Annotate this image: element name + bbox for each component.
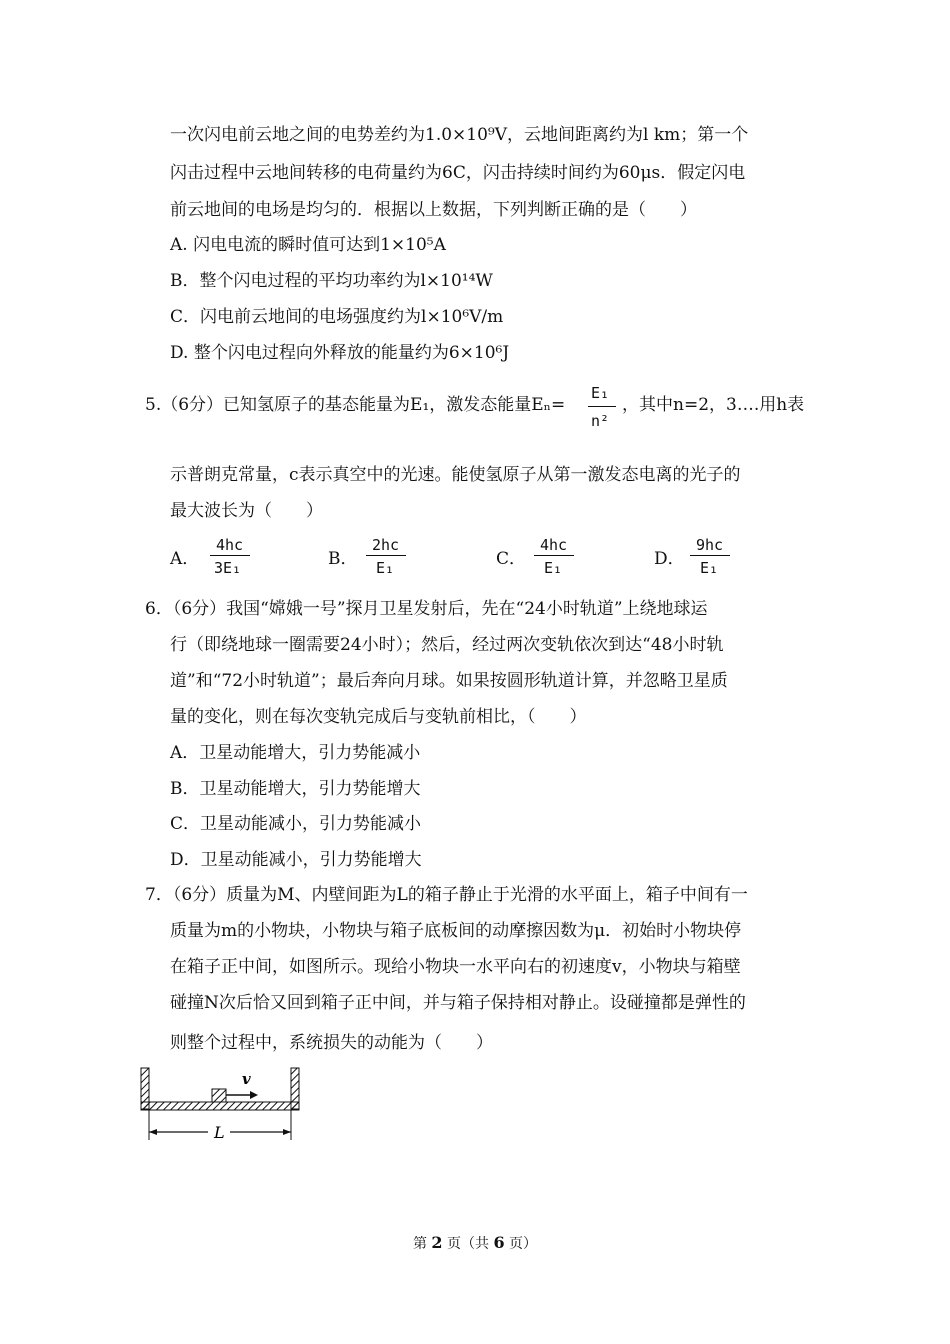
q7-line-3: 在箱子正中间，如图所示。现给小物块一水平向右的初速度v，小物块与箱壁: [170, 957, 741, 977]
length-arrowhead-left: [149, 1129, 157, 1135]
q4-option-c: C．闪电前云地间的电场强度约为l×10⁶V/m: [170, 307, 504, 327]
q5-option-c-numerator: 4hc: [540, 536, 568, 554]
footer-prefix: 第: [412, 1236, 432, 1252]
q5-option-a-fraction: [210, 536, 252, 582]
q6-option-c: C．卫星动能减小，引力势能减小: [170, 814, 422, 834]
q5-option-b-label: B．: [328, 549, 358, 569]
footer-page-number: 2: [431, 1233, 443, 1252]
q5-fraction-denominator: n²: [591, 412, 610, 430]
q5-option-d-numerator: 9hc: [696, 536, 724, 554]
box-figure: [138, 1064, 306, 1144]
box-floor: [141, 1102, 299, 1110]
q5-line-2: 示普朗克常量，c表示真空中的光速。能使氢原子从第一激发态电离的光子的: [170, 465, 741, 485]
velocity-label: v: [242, 1070, 251, 1088]
fraction-bar: [588, 406, 616, 407]
q6-line-2: 行（即绕地球一圈需要24小时）；然后，经过两次变轨依次到达“48小时轨: [170, 635, 724, 655]
q5-option-a-label: A．: [170, 549, 200, 569]
q4-line-3: 前云地间的电场是均匀的．根据以上数据，下列判断正确的是（ ）: [170, 200, 697, 220]
footer-total-pages: 6: [493, 1233, 505, 1252]
q4-line-1: 一次闪电前云地之间的电势差约为1.0×10⁹V，云地间距离约为l km；第一个: [170, 125, 749, 145]
q5-option-d-label: D．: [654, 549, 685, 569]
q4-option-b: B．整个闪电过程的平均功率约为l×10¹⁴W: [170, 271, 493, 291]
q7-line-2: 质量为m的小物块，小物块与箱子底板间的动摩擦因数为μ．初始时小物块停: [170, 921, 742, 941]
q4-option-a: A. 闪电电流的瞬时值可达到1×10⁵A: [170, 235, 446, 255]
q4-line-2: 闪击过程中云地间转移的电荷量约为6C，闪击持续时间约为60μs．假定闪电: [170, 163, 746, 183]
q5-stem-suffix: ，其中n=2，3….用h表: [622, 395, 805, 415]
q5-option-b-numerator: 2hc: [372, 536, 400, 554]
small-block: [212, 1089, 226, 1102]
q6-option-d: D．卫星动能减小，引力势能增大: [170, 850, 422, 870]
q5-option-c-fraction: [534, 536, 576, 582]
q6-line-4: 量的变化，则在每次变轨完成后与变轨前相比，（ ）: [170, 707, 587, 727]
q4-option-d: D. 整个闪电过程向外释放的能量约为6×10⁶J: [170, 343, 510, 363]
q5-fraction-numerator: E₁: [591, 384, 610, 402]
footer-suffix: 页）: [504, 1236, 538, 1252]
q5-option-d-denominator: E₁: [700, 559, 719, 577]
fraction-bar: [534, 555, 574, 556]
velocity-arrowhead: [250, 1091, 258, 1099]
q5-option-a-denominator: 3E₁: [214, 559, 242, 577]
page-footer: [0, 1233, 950, 1253]
q5-option-b-denominator: E₁: [376, 559, 395, 577]
q5-option-c-label: C．: [496, 549, 527, 569]
fraction-bar: [366, 555, 406, 556]
q5-option-b-fraction: [366, 536, 408, 582]
fraction-bar: [690, 555, 730, 556]
q6-line-3: 道”和“72小时轨道”；最后奔向月球。如果按圆形轨道计算，并忽略卫星质: [170, 671, 728, 691]
q5-energy-fraction: [588, 384, 618, 442]
q6-option-b: B．卫星动能增大，引力势能增大: [170, 779, 421, 799]
q7-line-1: 7．（6分）质量为M、内壁间距为L的箱子静止于光滑的水平面上，箱子中间有一: [145, 885, 748, 905]
q7-line-5: 则整个过程中，系统损失的动能为（ ）: [170, 1033, 493, 1053]
q5-option-c-denominator: E₁: [544, 559, 563, 577]
length-arrowhead-right: [283, 1129, 291, 1135]
footer-middle: 页（共: [442, 1236, 494, 1252]
q7-line-4: 碰撞N次后恰又回到箱子正中间，并与箱子保持相对静止。设碰撞都是弹性的: [170, 993, 746, 1013]
q5-line-3: 最大波长为（ ）: [170, 501, 323, 521]
length-label: L: [214, 1123, 225, 1142]
fraction-bar: [210, 555, 250, 556]
q6-line-1: 6．（6分）我国“嫦娥一号”探月卫星发射后，先在“24小时轨道”上绕地球运: [145, 599, 708, 619]
q5-option-a-numerator: 4hc: [216, 536, 244, 554]
q5-option-d-fraction: [690, 536, 732, 582]
q5-stem-prefix: 5.（6分）已知氢原子的基态能量为E₁，激发态能量Eₙ=: [145, 395, 566, 415]
q6-option-a: A．卫星动能增大，引力势能减小: [170, 743, 421, 763]
